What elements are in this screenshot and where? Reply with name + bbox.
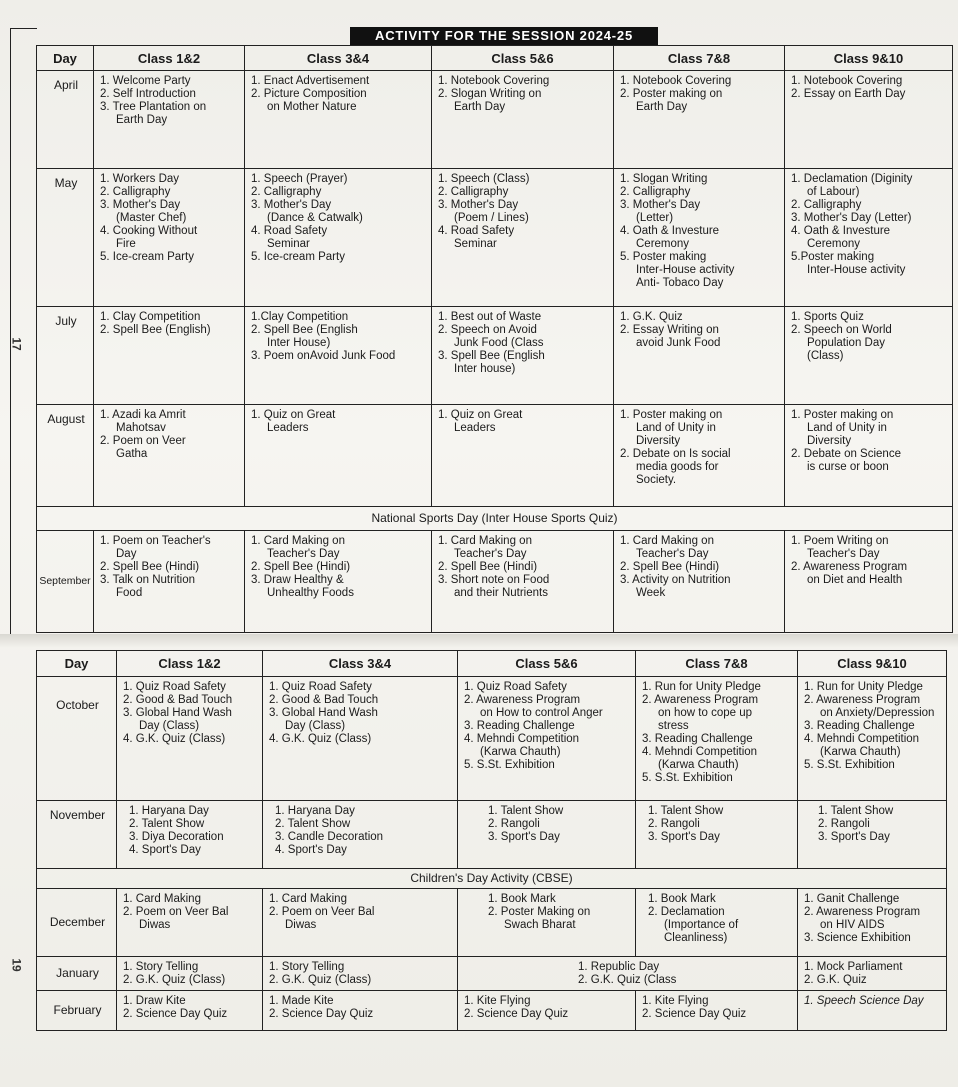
activity-item: Society. bbox=[636, 474, 677, 486]
activity-item: Day (Class) bbox=[139, 720, 200, 732]
cell-november-class-7-8 bbox=[636, 801, 798, 869]
activity-item: Mahotsav bbox=[116, 422, 166, 434]
activity-item: 1. Story Telling bbox=[123, 961, 199, 973]
activity-item: Ceremony bbox=[807, 238, 861, 250]
activity-item: 1. Poster making on bbox=[791, 409, 894, 421]
activity-item: 1. Speech (Class) bbox=[438, 173, 530, 185]
activity-item: 3. Global Hand Wash bbox=[123, 707, 232, 719]
activity-item: Diversity bbox=[636, 435, 681, 447]
activity-item: Swach Bharat bbox=[504, 919, 576, 931]
table-row bbox=[37, 307, 953, 405]
cell-september-class-1-2 bbox=[94, 531, 245, 633]
activity-item: 3. Mother's Day (Letter) bbox=[791, 212, 912, 224]
activity-item: 3. Draw Healthy & bbox=[251, 574, 344, 586]
cell-december-class-3-4 bbox=[263, 889, 458, 957]
activity-item: 3. Mother's Day bbox=[251, 199, 332, 211]
activity-item: 5. S.St. Exhibition bbox=[464, 759, 555, 771]
activity-item: 2. Spell Bee (Hindi) bbox=[251, 561, 351, 573]
cell-november-class-3-4 bbox=[263, 801, 458, 869]
cell-february-class-5-6 bbox=[458, 991, 636, 1031]
cell-july-class-5-6 bbox=[432, 307, 614, 405]
activity-item: 5. Ice-cream Party bbox=[100, 251, 194, 263]
activity-item: 3. Sport's Day bbox=[488, 831, 560, 843]
activity-item: 1. Run for Unity Pledge bbox=[804, 681, 923, 693]
cell-august-class-1-2 bbox=[94, 405, 245, 507]
header-class-9-10: Class 9&10 bbox=[785, 46, 953, 71]
activity-item: (Dance & Catwalk) bbox=[267, 212, 363, 224]
activity-item: 2. Spell Bee (Hindi) bbox=[100, 561, 200, 573]
header-day: Day bbox=[37, 651, 117, 677]
cell-october-class-3-4 bbox=[263, 677, 458, 801]
activity-item: Inter house) bbox=[454, 363, 516, 375]
activity-item: on Diet and Health bbox=[807, 574, 903, 586]
activity-item: 2. Poem on Veer Bal bbox=[123, 906, 229, 918]
header-class-7-8: Class 7&8 bbox=[614, 46, 785, 71]
activity-item: 4. Mehndi Competition bbox=[642, 746, 758, 758]
header-day: Day bbox=[37, 46, 94, 71]
activity-item: on How to control Anger bbox=[480, 707, 603, 719]
activity-item: 2. Awareness Program bbox=[804, 906, 921, 918]
activity-item: 1. Book Mark bbox=[648, 893, 716, 905]
table-row bbox=[37, 169, 953, 307]
activity-item: 1. Talent Show bbox=[488, 805, 564, 817]
activity-item: 3. Reading Challenge bbox=[804, 720, 915, 732]
activity-item: 2. Poster making on bbox=[620, 88, 723, 100]
cell-may-class-5-6 bbox=[432, 169, 614, 307]
cell-february-class-9-10 bbox=[798, 991, 947, 1031]
month-november: November bbox=[37, 801, 117, 869]
banner-row bbox=[37, 507, 953, 531]
page-number-top: 17 bbox=[9, 337, 24, 351]
activity-item: 1. Sports Quiz bbox=[791, 311, 864, 323]
activity-item: 3. Reading Challenge bbox=[464, 720, 575, 732]
cell-december-class-7-8 bbox=[636, 889, 798, 957]
header-class-3-4: Class 3&4 bbox=[245, 46, 432, 71]
activity-item: 2. Rangoli bbox=[488, 818, 540, 830]
cell-january-class-1-2 bbox=[117, 957, 263, 991]
cell-november-class-1-2 bbox=[117, 801, 263, 869]
activity-item: Leaders bbox=[454, 422, 496, 434]
cell-december-class-9-10 bbox=[798, 889, 947, 957]
table-row bbox=[37, 531, 953, 633]
activity-item: 3. Sport's Day bbox=[648, 831, 720, 843]
activity-item: 4. Mehndi Competition bbox=[464, 733, 580, 745]
activity-item: 3. Mother's Day bbox=[100, 199, 181, 211]
activity-item: 5. S.St. Exhibition bbox=[804, 759, 895, 771]
activity-item: 2. Science Day Quiz bbox=[464, 1008, 569, 1020]
activity-item: 1. Talent Show bbox=[648, 805, 724, 817]
activity-item: 3. Mother's Day bbox=[438, 199, 519, 211]
cell-april-class-9-10 bbox=[785, 71, 953, 169]
activity-item: Teacher's Day bbox=[267, 548, 340, 560]
header-row bbox=[37, 651, 947, 677]
activity-item: 3. Diya Decoration bbox=[129, 831, 224, 843]
activity-item: on Mother Nature bbox=[267, 101, 357, 113]
national-sports-day-banner: National Sports Day (Inter House Sports Quiz) bbox=[37, 507, 953, 531]
cell-february-class-7-8 bbox=[636, 991, 798, 1031]
activity-item: 1. Card Making on bbox=[251, 535, 345, 547]
activity-item: 2. Debate on Is social bbox=[620, 448, 731, 460]
activity-item: Leaders bbox=[267, 422, 309, 434]
activity-item: 3. Global Hand Wash bbox=[269, 707, 378, 719]
activity-item: 1. Draw Kite bbox=[123, 995, 186, 1007]
activity-item: 1. Welcome Party bbox=[100, 75, 191, 87]
activity-item: 2. Awareness Program bbox=[804, 694, 921, 706]
cell-october-class-5-6 bbox=[458, 677, 636, 801]
activity-item: Land of Unity in bbox=[807, 422, 887, 434]
activity-item: Teacher's Day bbox=[454, 548, 527, 560]
activity-item: (Poem / Lines) bbox=[454, 212, 529, 224]
activity-item: 1. Kite Flying bbox=[464, 995, 531, 1007]
activity-item: 2. Awareness Program bbox=[464, 694, 581, 706]
activity-item: (Class) bbox=[807, 350, 844, 362]
activity-item: on how to cope up bbox=[658, 707, 752, 719]
activity-item: 2. Poem on Veer bbox=[100, 435, 186, 447]
cell-july-class-9-10 bbox=[785, 307, 953, 405]
activity-item: 2. Talent Show bbox=[275, 818, 351, 830]
cell-april-class-1-2 bbox=[94, 71, 245, 169]
activity-item: of Labour) bbox=[807, 186, 860, 198]
activity-item: 1. Poem Writing on bbox=[791, 535, 889, 547]
cell-august-class-5-6 bbox=[432, 405, 614, 507]
activity-item: Cleanliness) bbox=[664, 932, 728, 944]
activity-item: Diwas bbox=[285, 919, 317, 931]
activity-item: 2. Science Day Quiz bbox=[123, 1008, 228, 1020]
activity-item: 2. Calligraphy bbox=[100, 186, 171, 198]
activity-item: 1. Quiz Road Safety bbox=[123, 681, 226, 693]
cell-december-class-1-2 bbox=[117, 889, 263, 957]
cell-august-class-7-8 bbox=[614, 405, 785, 507]
activity-item: 5. S.St. Exhibition bbox=[642, 772, 733, 784]
activity-item: 2. Spell Bee (English) bbox=[100, 324, 211, 336]
activity-item: 2. Calligraphy bbox=[438, 186, 509, 198]
table-row bbox=[37, 71, 953, 169]
activity-item: 2. Good & Bad Touch bbox=[123, 694, 233, 706]
activity-item: 2. G.K. Quiz (Class) bbox=[269, 974, 372, 986]
activity-item: 1. Best out of Waste bbox=[438, 311, 542, 323]
activity-item: 3. Activity on Nutrition bbox=[620, 574, 731, 586]
cell-april-class-3-4 bbox=[245, 71, 432, 169]
activity-item: 1. Workers Day bbox=[100, 173, 180, 185]
header-class-5-6: Class 5&6 bbox=[458, 651, 636, 677]
activity-item: 1. Card Making bbox=[123, 893, 201, 905]
cell-may-class-9-10 bbox=[785, 169, 953, 307]
activity-item: 4. Road Safety bbox=[438, 225, 515, 237]
cell-december-class-5-6 bbox=[458, 889, 636, 957]
activity-item: 2. Science Day Quiz bbox=[269, 1008, 374, 1020]
month-february: February bbox=[37, 991, 117, 1031]
activity-item: 1. Clay Competition bbox=[100, 311, 201, 323]
header-row bbox=[37, 46, 953, 71]
activity-item: (Karwa Chauth) bbox=[480, 746, 561, 758]
cell-august-class-3-4 bbox=[245, 405, 432, 507]
activity-item: 2. G.K. Quiz bbox=[804, 974, 867, 986]
activity-item: 3. Candle Decoration bbox=[275, 831, 384, 843]
activity-item: 2. Slogan Writing on bbox=[438, 88, 542, 100]
month-september: September bbox=[37, 531, 94, 633]
cell-october-class-7-8 bbox=[636, 677, 798, 801]
activity-item: 2. Awareness Program bbox=[642, 694, 759, 706]
activity-item: Junk Food (Class bbox=[454, 337, 544, 349]
cell-january-class-9-10 bbox=[798, 957, 947, 991]
activity-item: 2. Spell Bee (English bbox=[251, 324, 358, 336]
activity-table-1 bbox=[36, 45, 953, 633]
cell-april-class-5-6 bbox=[432, 71, 614, 169]
header-class-9-10: Class 9&10 bbox=[798, 651, 947, 677]
banner-row bbox=[37, 869, 947, 889]
activity-item: Diwas bbox=[139, 919, 171, 931]
activity-item: Fire bbox=[116, 238, 136, 250]
activity-item: 2. Good & Bad Touch bbox=[269, 694, 379, 706]
activity-item: (Master Chef) bbox=[116, 212, 187, 224]
activity-item: Teacher's Day bbox=[807, 548, 880, 560]
activity-item: 1. Talent Show bbox=[818, 805, 894, 817]
activity-item: 1. Poem on Teacher's bbox=[100, 535, 211, 547]
activity-item: 1. Poster making on bbox=[620, 409, 723, 421]
month-may: May bbox=[37, 169, 94, 307]
cell-august-class-9-10 bbox=[785, 405, 953, 507]
header-class-7-8: Class 7&8 bbox=[636, 651, 798, 677]
page-border bbox=[10, 28, 37, 634]
childrens-day-banner: Children's Day Activity (CBSE) bbox=[37, 869, 947, 889]
activity-item: 1. Book Mark bbox=[488, 893, 556, 905]
activity-item: 2. Essay on Earth Day bbox=[791, 88, 906, 100]
activity-item: Diversity bbox=[807, 435, 852, 447]
activity-item: 2. Speech on Avoid bbox=[438, 324, 537, 336]
activity-item: 1. Enact Advertisement bbox=[251, 75, 370, 87]
activity-item: 1. Quiz on Great bbox=[438, 409, 523, 421]
activity-item: Earth Day bbox=[636, 101, 688, 113]
month-january: January bbox=[37, 957, 117, 991]
activity-item: 3. Sport's Day bbox=[818, 831, 890, 843]
activity-item: Population Day bbox=[807, 337, 885, 349]
cell-july-class-7-8 bbox=[614, 307, 785, 405]
cell-april-class-7-8 bbox=[614, 71, 785, 169]
activity-item: 3. Reading Challenge bbox=[642, 733, 753, 745]
activity-item: Teacher's Day bbox=[636, 548, 709, 560]
activity-item: 2. Poster Making on bbox=[488, 906, 591, 918]
activity-item: 5. Poster making bbox=[620, 251, 707, 263]
activity-item: Food bbox=[116, 587, 143, 599]
activity-item: Inter-House activity bbox=[807, 264, 906, 276]
cell-february-class-1-2 bbox=[117, 991, 263, 1031]
activity-item: 2. Talent Show bbox=[129, 818, 205, 830]
activity-item: media goods for bbox=[636, 461, 719, 473]
activity-item: Seminar bbox=[454, 238, 497, 250]
activity-item: 1. Kite Flying bbox=[642, 995, 709, 1007]
activity-item: 3. Talk on Nutrition bbox=[100, 574, 196, 586]
activity-item: on Anxiety/Depression bbox=[820, 707, 935, 719]
activity-item: 1. Declamation (Diginity bbox=[791, 173, 913, 185]
activity-item: 2. Picture Composition bbox=[251, 88, 367, 100]
table-row bbox=[37, 991, 947, 1031]
activity-item: Day (Class) bbox=[285, 720, 346, 732]
activity-item: 2. Speech on World bbox=[791, 324, 892, 336]
activity-item: 2. Declamation bbox=[648, 906, 725, 918]
activity-item: 1. Card Making on bbox=[438, 535, 532, 547]
activity-item: avoid Junk Food bbox=[636, 337, 721, 349]
activity-item: 2. G.K. Quiz (Class bbox=[578, 974, 677, 986]
cell-september-class-7-8 bbox=[614, 531, 785, 633]
header-class-5-6: Class 5&6 bbox=[432, 46, 614, 71]
activity-item: 5. Ice-cream Party bbox=[251, 251, 345, 263]
cell-february-class-3-4 bbox=[263, 991, 458, 1031]
activity-item: 1. Slogan Writing bbox=[620, 173, 708, 185]
activity-item: 4. G.K. Quiz (Class) bbox=[123, 733, 226, 745]
activity-item: (Karwa Chauth) bbox=[658, 759, 739, 771]
activity-item: 2. Calligraphy bbox=[251, 186, 322, 198]
table-row bbox=[37, 801, 947, 869]
table-row bbox=[37, 957, 947, 991]
header-class-3-4: Class 3&4 bbox=[263, 651, 458, 677]
activity-item: 2. Debate on Science bbox=[791, 448, 901, 460]
activity-item: and their Nutrients bbox=[454, 587, 548, 599]
activity-item: is curse or boon bbox=[807, 461, 889, 473]
page-number-bottom: 19 bbox=[9, 958, 24, 972]
month-august: August bbox=[37, 405, 94, 507]
activity-item: 1. Mock Parliament bbox=[804, 961, 903, 973]
cell-may-class-1-2 bbox=[94, 169, 245, 307]
activity-item: 1. Notebook Covering bbox=[620, 75, 732, 87]
cell-may-class-7-8 bbox=[614, 169, 785, 307]
activity-item: 2. Spell Bee (Hindi) bbox=[620, 561, 720, 573]
activity-item: (Karwa Chauth) bbox=[820, 746, 901, 758]
activity-item: 1. Ganit Challenge bbox=[804, 893, 900, 905]
cell-september-class-3-4 bbox=[245, 531, 432, 633]
activity-item: 4. Oath & Investure bbox=[791, 225, 891, 237]
activity-item: Unhealthy Foods bbox=[267, 587, 354, 599]
activity-item: 2. Spell Bee (Hindi) bbox=[438, 561, 538, 573]
activity-item: 3. Science Exhibition bbox=[804, 932, 911, 944]
activity-item: 4. Sport's Day bbox=[275, 844, 347, 856]
cell-november-class-5-6 bbox=[458, 801, 636, 869]
cell-july-class-1-2 bbox=[94, 307, 245, 405]
activity-item: 1. Haryana Day bbox=[275, 805, 355, 817]
activity-item: 1. Quiz Road Safety bbox=[269, 681, 372, 693]
activity-item: Ceremony bbox=[636, 238, 690, 250]
activity-item: Earth Day bbox=[454, 101, 506, 113]
activity-item: Earth Day bbox=[116, 114, 168, 126]
month-december: December bbox=[37, 889, 117, 957]
activity-item: on HIV AIDS bbox=[820, 919, 885, 931]
activity-item: 3. Spell Bee (English bbox=[438, 350, 545, 362]
activity-item: Land of Unity in bbox=[636, 422, 716, 434]
activity-item: 2. Calligraphy bbox=[620, 186, 691, 198]
activity-item: 1. G.K. Quiz bbox=[620, 311, 683, 323]
month-july: July bbox=[37, 307, 94, 405]
activity-item: 1. Quiz Road Safety bbox=[464, 681, 567, 693]
activity-item: 2. Essay Writing on bbox=[620, 324, 719, 336]
activity-item: 1. Card Making on bbox=[620, 535, 714, 547]
activity-item: 1. Made Kite bbox=[269, 995, 334, 1007]
activity-item: 1. Quiz on Great bbox=[251, 409, 336, 421]
month-october: October bbox=[37, 677, 117, 801]
activity-item: 2. Rangoli bbox=[648, 818, 700, 830]
activity-item: 1. Speech Science Day bbox=[804, 995, 924, 1007]
page-fold bbox=[0, 634, 958, 648]
activity-item: Inter-House activity bbox=[636, 264, 735, 276]
activity-item: Week bbox=[636, 587, 666, 599]
activity-item: 3. Mother's Day bbox=[620, 199, 701, 211]
activity-item: 1. Notebook Covering bbox=[791, 75, 903, 87]
activity-item: 4. Cooking Without bbox=[100, 225, 198, 237]
activity-item: 4. Oath & Investure bbox=[620, 225, 720, 237]
cell-november-class-9-10 bbox=[798, 801, 947, 869]
cell-may-class-3-4 bbox=[245, 169, 432, 307]
activity-item: 1. Story Telling bbox=[269, 961, 345, 973]
activity-item: 2. Rangoli bbox=[818, 818, 870, 830]
page-title: ACTIVITY FOR THE SESSION 2024-25 bbox=[350, 27, 658, 45]
activity-item: Anti- Tobaco Day bbox=[636, 277, 724, 289]
activity-item: 4. Mehndi Competition bbox=[804, 733, 920, 745]
month-april: April bbox=[37, 71, 94, 169]
cell-january-class-3-4 bbox=[263, 957, 458, 991]
activity-item: 1.Clay Competition bbox=[251, 311, 349, 323]
activity-item: 4. Sport's Day bbox=[129, 844, 201, 856]
activity-item: 2. Science Day Quiz bbox=[642, 1008, 747, 1020]
activity-item: (Importance of bbox=[664, 919, 739, 931]
header-class-1-2: Class 1&2 bbox=[117, 651, 263, 677]
table-row bbox=[37, 405, 953, 507]
activity-item: 1. Run for Unity Pledge bbox=[642, 681, 761, 693]
activity-item: 4. G.K. Quiz (Class) bbox=[269, 733, 372, 745]
cell-january-class-5-8 bbox=[458, 957, 798, 991]
activity-item: 2. Self Introduction bbox=[100, 88, 196, 100]
cell-september-class-5-6 bbox=[432, 531, 614, 633]
cell-october-class-9-10 bbox=[798, 677, 947, 801]
activity-item: 3. Poem onAvoid Junk Food bbox=[251, 350, 396, 362]
activity-item: Day bbox=[116, 548, 137, 560]
activity-item: 4. Road Safety bbox=[251, 225, 328, 237]
activity-item: Seminar bbox=[267, 238, 310, 250]
activity-item: 1. Azadi ka Amrit bbox=[100, 409, 186, 421]
activity-item: 2. Poem on Veer Bal bbox=[269, 906, 375, 918]
activity-item: Gatha bbox=[116, 448, 148, 460]
table-row bbox=[37, 677, 947, 801]
cell-october-class-1-2 bbox=[117, 677, 263, 801]
activity-item: 1. Republic Day bbox=[578, 961, 660, 973]
activity-item: (Letter) bbox=[636, 212, 674, 224]
activity-item: 1. Card Making bbox=[269, 893, 347, 905]
activity-item: 1. Notebook Covering bbox=[438, 75, 550, 87]
cell-september-class-9-10 bbox=[785, 531, 953, 633]
activity-item: 2. Awareness Program bbox=[791, 561, 908, 573]
activity-item: 3. Tree Plantation on bbox=[100, 101, 207, 113]
activity-item: Inter House) bbox=[267, 337, 331, 349]
activity-table-2 bbox=[36, 650, 947, 1031]
activity-item: 1. Haryana Day bbox=[129, 805, 209, 817]
activity-item: 5.Poster making bbox=[791, 251, 875, 263]
table-row bbox=[37, 889, 947, 957]
activity-item: 2. Calligraphy bbox=[791, 199, 862, 211]
cell-july-class-3-4 bbox=[245, 307, 432, 405]
activity-item: 3. Short note on Food bbox=[438, 574, 550, 586]
header-class-1-2: Class 1&2 bbox=[94, 46, 245, 71]
activity-item: stress bbox=[658, 720, 689, 732]
activity-item: 1. Speech (Prayer) bbox=[251, 173, 348, 185]
activity-item: 2. G.K. Quiz (Class) bbox=[123, 974, 226, 986]
